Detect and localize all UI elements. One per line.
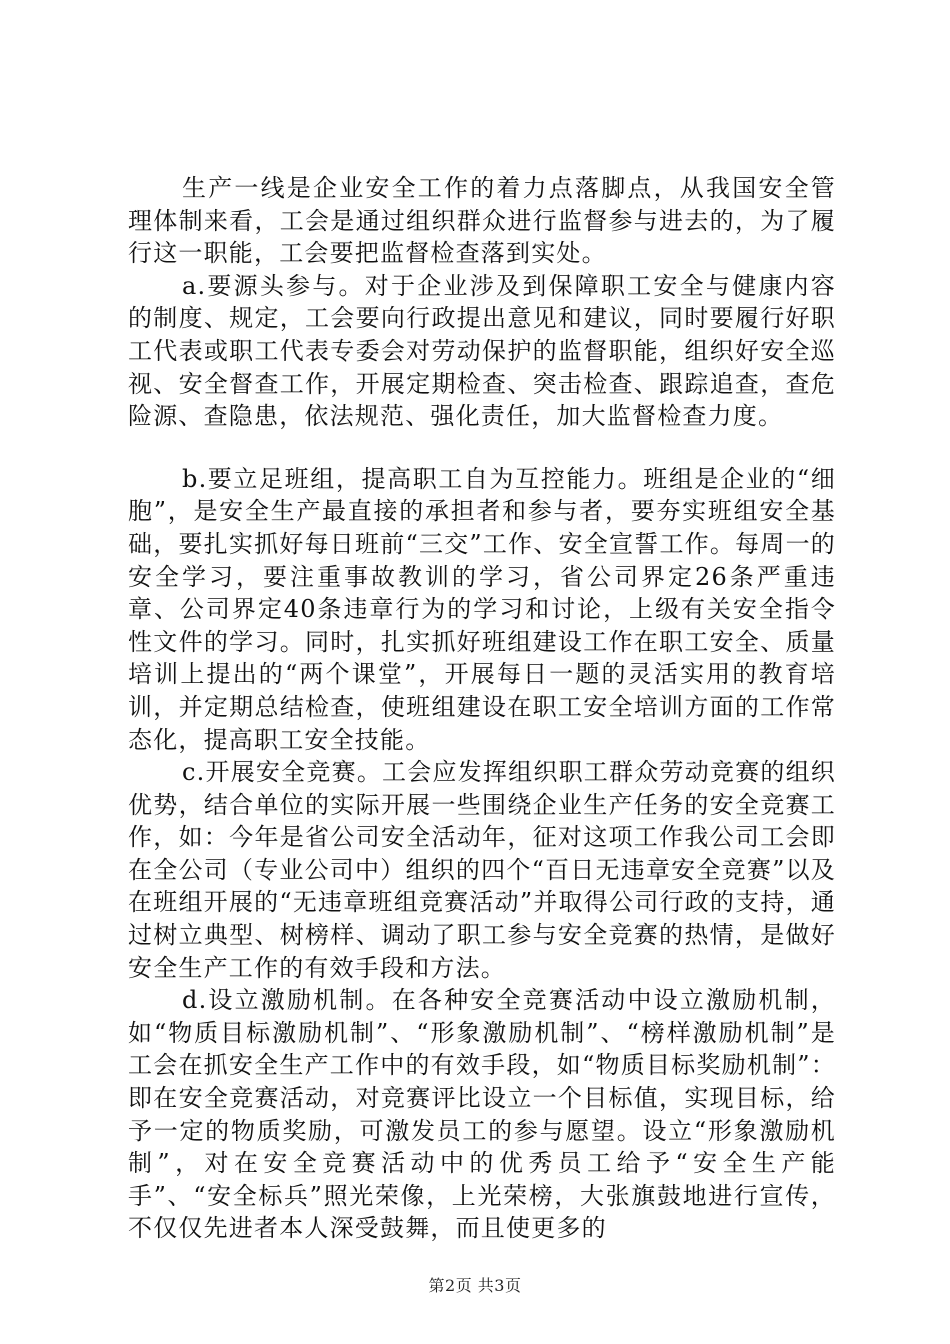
paragraph-d: d.设立激励机制。在各种安全竞赛活动中设立激励机制，如“物质目标激励机制”、“形象激励机制”、“榜样激励机制”是工会在抓安全生产工作中的有效手段，如“物质目标奖励机制”：即在安全竞赛活动，对竞赛评比设立一个目标值，实现目标，给予一定的物质奖励，可激发员工的参与愿望。设立“形象激励机制”，对在安全竞赛活动中的优秀员工给予“安全生产能手”、“安全标兵”照光荣像，上光荣榜，大张旗鼓地进行宣传，不仅仅先进者本人深受鼓舞，而且使更多的 xyxy=(128,986,836,1243)
paragraph-b: b.要立足班组，提高职工自为互控能力。班组是企业的“细胞”，是安全生产最直接的承担者和参与者，要夯实班组安全基础，要扎实抓好每日班前“三交”工作、安全宣誓工作。每周一的安全学习，要注重事故教训的学习，省公司界定26条严重违章、公司界定40条违章行为的学习和讨论，上级有关安全指令性文件的学习。同时，扎实抓好班组建设工作在职工安全、质量培训上提出的“两个课堂”，开展每日一题的灵活实用的教育培训，并定期总结检查，使班组建设在职工安全培训方面的工作常态化，提高职工安全技能。 xyxy=(128,464,836,754)
body-text xyxy=(128,172,836,1245)
page-footer: 第2页 共3页 xyxy=(428,1276,522,1295)
paragraph-a: a.要源头参与。对于企业涉及到保障职工安全与健康内容的制度、规定，工会要向行政提出意见和建议，同时要履行好职工代表或职工代表专委会对劳动保护的监督职能，组织好安全巡视、安全督查工作，开展定期检查、突击检查、跟踪追查，查危险源、查隐患，依法规范、强化责任，加大监督检查力度。 xyxy=(128,271,836,431)
paragraph-intro: 生产一线是企业安全工作的着力点落脚点，从我国安全管理体制来看，工会是通过组织群众进行监督参与进去的，为了履行这一职能，工会要把监督检查落到实处。 xyxy=(128,174,836,268)
paragraph-c: c.开展安全竞赛。工会应发挥组织职工群众劳动竞赛的组织优势，结合单位的实际开展一些围绕企业生产任务的安全竞赛工作，如：今年是省公司安全活动年，征对这项工作我公司工会即在全公司（专业公司中）组织的四个“百日无违章安全竞赛”以及在班组开展的“无违章班组竞赛活动”并取得公司行政的支持，通过树立典型、树榜样、调动了职工参与安全竞赛的热情，是做好安全生产工作的有效手段和方法。 xyxy=(128,758,836,982)
